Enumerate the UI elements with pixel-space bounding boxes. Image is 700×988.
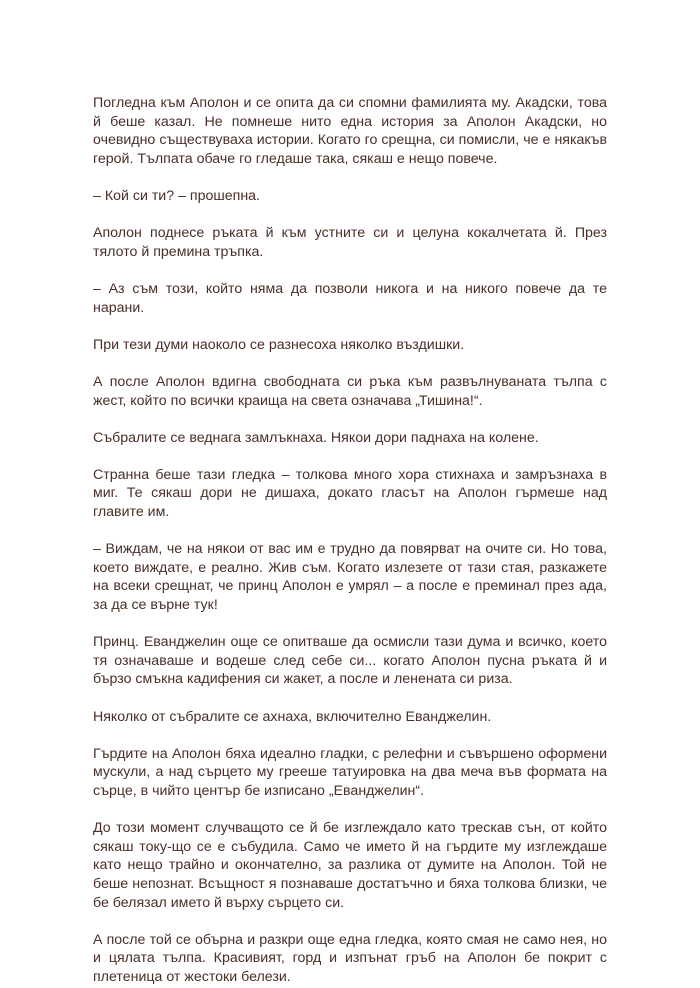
paragraph-12: Гърдите на Аполон бяха идеално гладки, с релефни и съвършено оформени мускули, а над сърцето му грееше татуировка на два меча във формата на сърце, в чийто център бе изписано „Еванджелин“. — [93, 745, 607, 799]
paragraph-8: Странна беше тази гледка – толкова много хора стихнаха и замръзнаха в миг. Те сякаш дори не дишаха, докато гласът на Аполон гърмеше над главите им. — [93, 466, 607, 521]
paragraph-4: – Аз съм този, който няма да позволи никога и на никого повече да те нарани. — [93, 280, 607, 316]
paragraph-5: При тези думи наоколо се разнесоха няколко въздишки. — [93, 336, 465, 353]
paragraph-14: А после той се обърна и разкри още една гледка, която смая не само нея, но и цялата тълпа. Красивият, горд и изпънат гръб на Аполон бе покрит с плетеница от жестоки белези. — [93, 931, 607, 985]
paragraph-2: – Кой си ти? – прошепна. — [93, 187, 260, 204]
paragraph-10: Принц. Еванджелин още се опитваше да осмисли тази дума и всичко, което тя означаваше и водеше след себе си... когато Аполон пусна ръката й и бързо смъкна кадифения си жакет, а после и ленената си риза. — [93, 634, 607, 688]
paragraph-6: А после Аполон вдигна свободната си ръка към развълнуваната тълпа с жест, който по всички краища на света означава „Тишина!“. — [93, 373, 607, 409]
document-body — [93, 94, 607, 987]
paragraph-1: Погледна към Аполон и се опита да си спомни фамилията му. Акадски, това й беше казал. Не помнеше нито една история за Аполон Акадски, но очевидно съществуваха истории. Когато го срещна, си помисли, че е някакъв герой. Тълпата обаче го гледаше така, сякаш е нещо повече. — [93, 95, 607, 167]
paragraph-9: – Виждам, че на някои от вас им е трудно да повярват на очите си. Но това, което виждате, е реално. Жив съм. Когато излезете от тази стая, разкажете на всеки срещнат, че принц Аполон е умрял – а после е преминал през ада, за да се върне тук! — [93, 541, 607, 614]
paragraph-7: Събралите се веднага замлъкнаха. Някои дори паднаха на колене. — [93, 429, 539, 446]
paragraph-11: Няколко от събралите се ахнаха, включително Еванджелин. — [93, 708, 492, 725]
paragraph-3: Аполон поднесе ръката й към устните си и целуна кокалчетата й. През тялото й премина тръпка. — [93, 225, 607, 260]
paragraph-13: До този момент случващото се й бе изглеждало като трескав сън, от който сякаш току-що се е събудила. Само че името й на гърдите му изглеждаше като нещо трайно и окончателно, за разлика от думите на Аполон. Той не беше непознат. Всъщност я познаваше достатъчно и бяха толкова близки, че бе белязал името й върху сърцето си. — [93, 820, 607, 911]
